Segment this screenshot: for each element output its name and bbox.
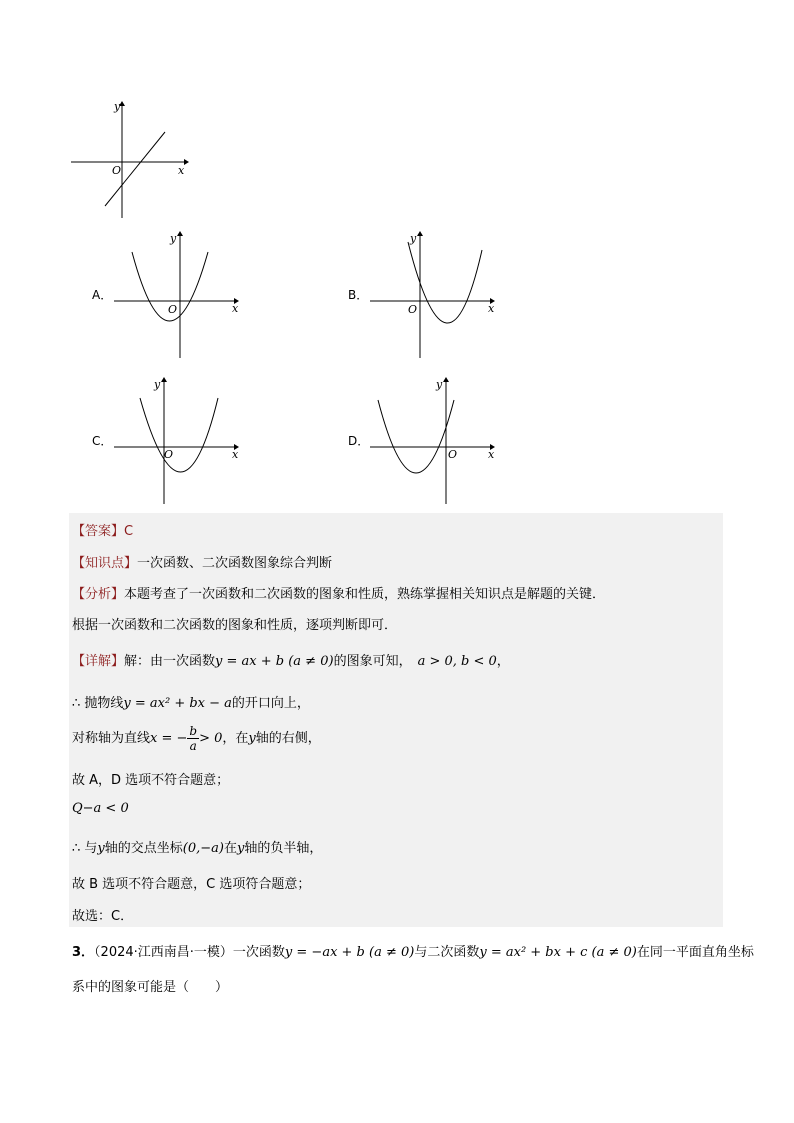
intercept-prefix: ∴ 与 [72,841,98,856]
analysis-tag: 【分析】 [72,587,125,602]
linear-graph [68,100,188,220]
analysis-line-2 [72,614,397,633]
x-axis-label: x [232,302,239,315]
symmetry-line [72,724,321,753]
option-c-graph [112,376,242,506]
detail-mid: 的图象可知， [333,654,412,669]
intercept-suffix: 轴的负半轴， [244,841,323,856]
question-linear-eq: y = −ax + b (a ≠ 0) [284,945,415,960]
origin-label: O [448,448,458,461]
question-3-line-1 [72,941,754,960]
x-axis-label: x [232,448,239,461]
symmetry-gt: > 0 [199,731,223,746]
question-3-line-2 [72,976,228,995]
analysis-line [72,583,605,602]
conclusion-bc-line [72,873,310,892]
option-c-label: C． [92,434,113,448]
y-axis-label: y [114,100,121,113]
origin-label: O [168,303,178,316]
intercept-y: y [97,841,105,856]
question-quadratic-eq: y = ax² + bx + c (a ≠ 0) [479,945,637,960]
fraction-denominator: a [189,739,197,753]
option-d-label: D． [348,434,370,448]
intercept-mid: 轴的交点坐标 [104,841,183,856]
y-axis-label: y [154,378,161,391]
conclusion-ad: 故 A，D 选项不符合题意； [72,773,230,788]
question-text-3: 在同一平面直角坐标 [636,945,754,960]
symmetry-prefix: 对称轴为直线 [72,731,151,746]
fraction-b-over-a [187,724,199,753]
final-choice: 故选：C． [72,909,134,924]
option-b-graph [368,230,498,360]
negative-a-line [72,801,129,816]
question-line-2: 系中的图象可能是（ ） [72,980,229,995]
answer-line [72,520,133,539]
negative-a: Q−a < 0 [72,801,129,816]
origin-label: O [112,164,122,177]
option-a-graph [112,230,242,360]
intercept-point: (0,−a) [182,841,224,856]
detail-equation: y = ax + b (a ≠ 0) [215,654,334,669]
x-axis-label: x [178,164,185,177]
intercept-y2: y [237,841,245,856]
symmetry-x: x = − [150,731,188,746]
parabola-suffix: 的开口向上， [231,696,310,711]
conclusion-ad-line [72,769,229,788]
intercept-line [72,837,322,856]
question-number: 3． [72,945,95,960]
parabola-equation: y = ax² + bx − a [123,696,232,711]
symmetry-mid: ，在 [222,731,249,746]
parabola-line [72,692,310,711]
analysis-text: 本题考查了一次函数和二次函数的图象和性质，熟练掌握相关知识点是解题的关键． [124,587,606,602]
analysis-text-2: 根据一次函数和二次函数的图象和性质，逐项判断即可． [72,618,398,633]
knowledge-line [72,552,332,571]
symmetry-y: y [248,731,256,746]
detail-condition: a > 0, b < 0 [417,654,497,669]
y-axis-label: y [436,378,443,391]
y-axis-label: y [170,232,177,245]
option-d-graph [368,376,498,506]
detail-line [72,650,510,669]
intercept-mid2: 在 [223,841,237,856]
question-text-1: 一次函数 [232,945,285,960]
knowledge-text: 一次函数、二次函数图象综合判断 [137,556,333,571]
origin-label: O [164,448,174,461]
symmetry-suffix: 轴的右侧， [255,731,321,746]
y-axis-label: y [410,232,417,245]
detail-comma: ， [496,654,510,669]
answer-value: C [124,524,134,539]
parabola-prefix: ∴ 抛物线 [72,696,124,711]
option-b-label: B． [348,288,369,302]
question-text-2: 与二次函数 [414,945,480,960]
origin-label: O [408,303,418,316]
fraction-numerator: b [189,724,198,738]
option-a-label: A． [92,288,113,302]
knowledge-tag: 【知识点】 [72,556,138,571]
x-axis-label: x [488,448,495,461]
final-choice-line [72,905,133,924]
question-source: （2024·江西南昌·一模） [94,945,233,960]
answer-tag: 【答案】 [72,524,125,539]
detail-tag: 【详解】 [72,654,125,669]
detail-intro: 解：由一次函数 [124,654,216,669]
solution-panel [69,513,723,927]
conclusion-bc: 故 B 选项不符合题意，C 选项符合题意； [72,877,311,892]
x-axis-label: x [488,302,495,315]
